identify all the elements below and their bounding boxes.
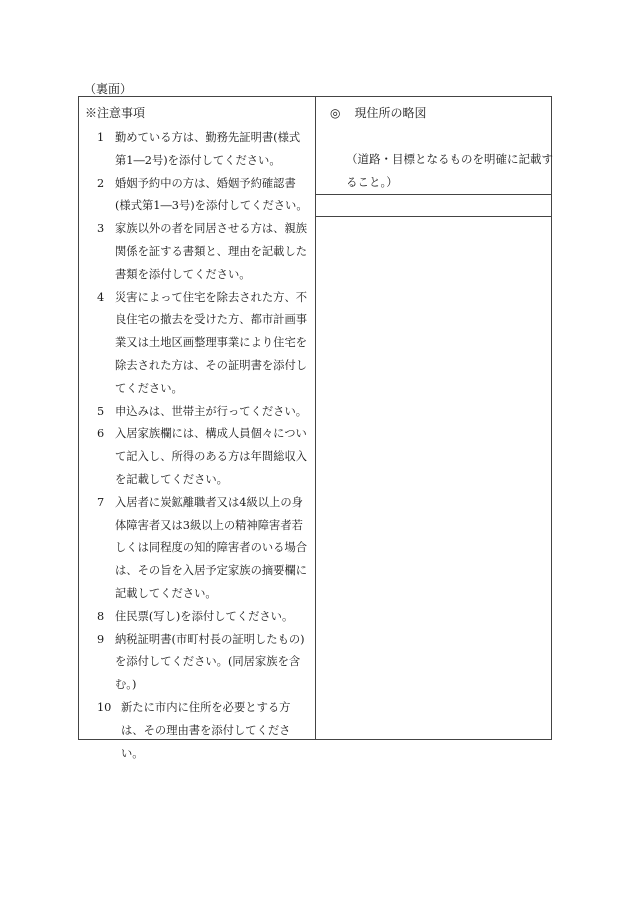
note-text: 家族以外の者を同居させる方は、親族関係を証する書類と、理由を記載した書類を添付してください。 xyxy=(115,222,308,281)
note-item xyxy=(85,127,311,173)
notes-list xyxy=(85,127,311,765)
note-text: 申込みは、世帯主が行ってください。 xyxy=(115,404,308,418)
note-text: 新たに市内に住所を必要とする方は、その理由書を添付してください。 xyxy=(121,700,291,760)
map-instruction: （道路・目標となるものを明確に記載すること。） xyxy=(346,152,553,189)
note-text: 住民票(写し)を添付してください。 xyxy=(115,609,294,623)
note-text: 勤めている方は、勤務先証明書(様式第1―2号)を添付してください。 xyxy=(115,131,301,167)
map-drawing-area[interactable] xyxy=(316,217,551,739)
page-side-label: （裏面） xyxy=(84,82,133,96)
note-item xyxy=(85,423,311,491)
note-item xyxy=(85,629,311,697)
note-text: 災害によって住宅を除去された方、不良住宅の撤去を受けた方、都市計画事業又は土地区画整理事業により住宅を除去された方は、その証明書を添付してください。 xyxy=(115,290,308,395)
note-number: 1 xyxy=(97,131,105,144)
note-number: 3 xyxy=(97,222,105,236)
note-number: 8 xyxy=(97,609,105,623)
note-text: 入居者に炭鉱離職者又は4級以上の身体障害者又は3級以上の精神障害者若しくは同程度の知的障害者のいる場合は、その旨を入居予定家族の摘要欄に記載してください。 xyxy=(115,495,308,600)
note-text: 婚姻予約中の方は、婚姻予約確認書(様式第1―3号)を添付してください。 xyxy=(115,176,308,213)
note-number: 2 xyxy=(97,176,105,190)
double-circle-icon: ◎ xyxy=(330,106,341,120)
note-number: 5 xyxy=(97,404,105,418)
note-number: 9 xyxy=(97,632,105,646)
map-title: 現住所の略図 xyxy=(354,106,427,120)
notes-heading: ※注意事項 xyxy=(85,106,146,120)
map-heading xyxy=(330,104,427,121)
note-item xyxy=(85,401,311,424)
map-column xyxy=(316,97,551,739)
note-item xyxy=(85,173,311,219)
note-number: 7 xyxy=(97,495,105,509)
application-back-form xyxy=(78,96,553,760)
note-number: 4 xyxy=(97,290,105,304)
note-number: 10 xyxy=(97,700,112,714)
note-item xyxy=(85,218,311,286)
notes-column xyxy=(79,97,316,760)
note-number: 6 xyxy=(97,427,105,441)
note-item xyxy=(85,287,311,401)
note-item xyxy=(85,492,311,606)
note-text: 納税証明書(市町村長の証明したもの)を添付してください。(同居家族を含む。) xyxy=(115,632,305,692)
note-item xyxy=(85,606,311,629)
note-text: 入居家族欄には、構成人員個々について記入し、所得のある方は年間総収入を記載してください。 xyxy=(115,427,308,486)
note-item xyxy=(85,697,311,765)
divider xyxy=(316,194,551,195)
